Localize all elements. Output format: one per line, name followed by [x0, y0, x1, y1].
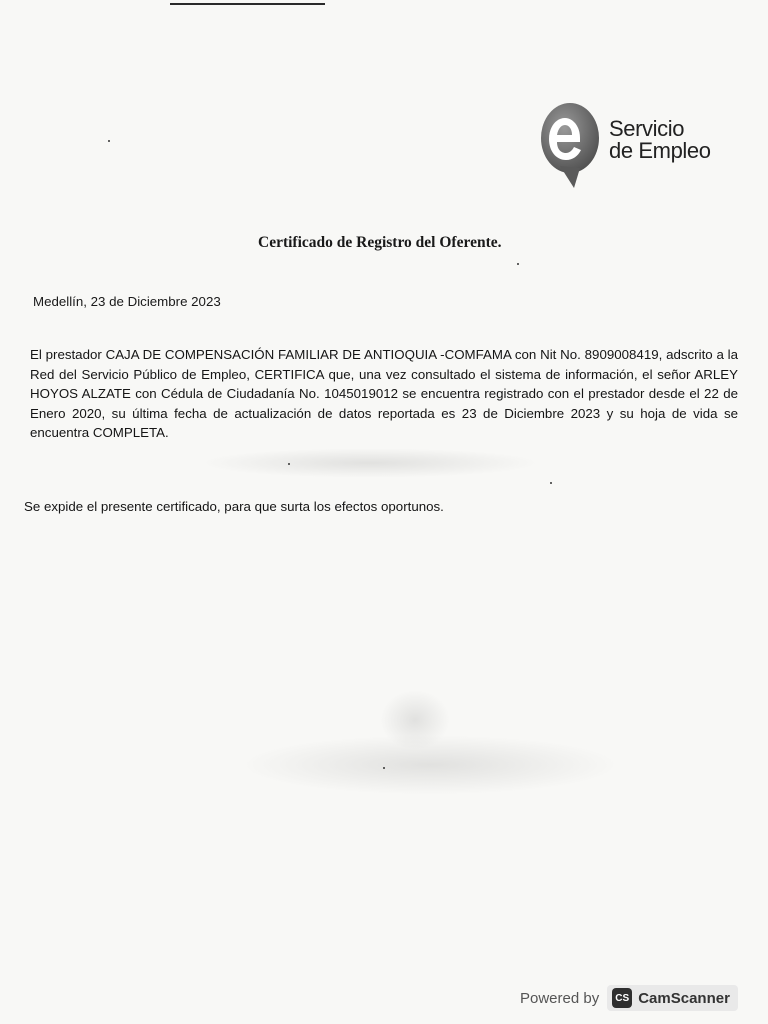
- scan-speck: [383, 767, 385, 769]
- servicio-empleo-e-icon: [540, 98, 604, 190]
- scan-smudge: [380, 690, 450, 750]
- scan-speck: [550, 482, 552, 484]
- logo-line-2: de Empleo: [609, 138, 711, 163]
- scan-edge-line: [170, 3, 325, 5]
- camscanner-logo-icon: CS: [612, 988, 632, 1008]
- logo-wordmark: [609, 118, 711, 162]
- scan-speck: [288, 463, 290, 465]
- camscanner-badge: [607, 985, 738, 1011]
- camscanner-watermark: [520, 983, 738, 1013]
- certification-body: El prestador CAJA DE COMPENSACIÓN FAMILIAR DE ANTIOQUIA -COMFAMA con Nit No. 8909008419, adscrito a la Red del Servicio Público de Empleo, CERTIFICA que, una vez consultado el sistema de información, el señor ARLEY HOYOS ALZATE con Cédula de Ciudadanía No. 1045019012 se encuentra registrado con el prestador desde el 22 de Enero 2020, su última fecha de actualización de datos reportada es 23 de Diciembre 2023 y su hoja de vida se encuentra COMPLETA.: [30, 347, 738, 440]
- camscanner-name: CamScanner: [638, 989, 730, 1007]
- closing-statement: Se expide el presente certificado, para que surta los efectos oportunos.: [24, 499, 444, 514]
- scan-speck: [517, 263, 519, 265]
- servicio-empleo-logo: [540, 98, 730, 190]
- powered-by-label: Powered by: [520, 989, 600, 1007]
- document-title: Certificado de Registro del Oferente.: [258, 234, 502, 251]
- scan-smudge: [200, 448, 540, 478]
- document-date: Medellín, 23 de Diciembre 2023: [33, 294, 221, 309]
- logo-line-1: Servicio: [609, 116, 685, 141]
- scan-speck: [108, 140, 110, 142]
